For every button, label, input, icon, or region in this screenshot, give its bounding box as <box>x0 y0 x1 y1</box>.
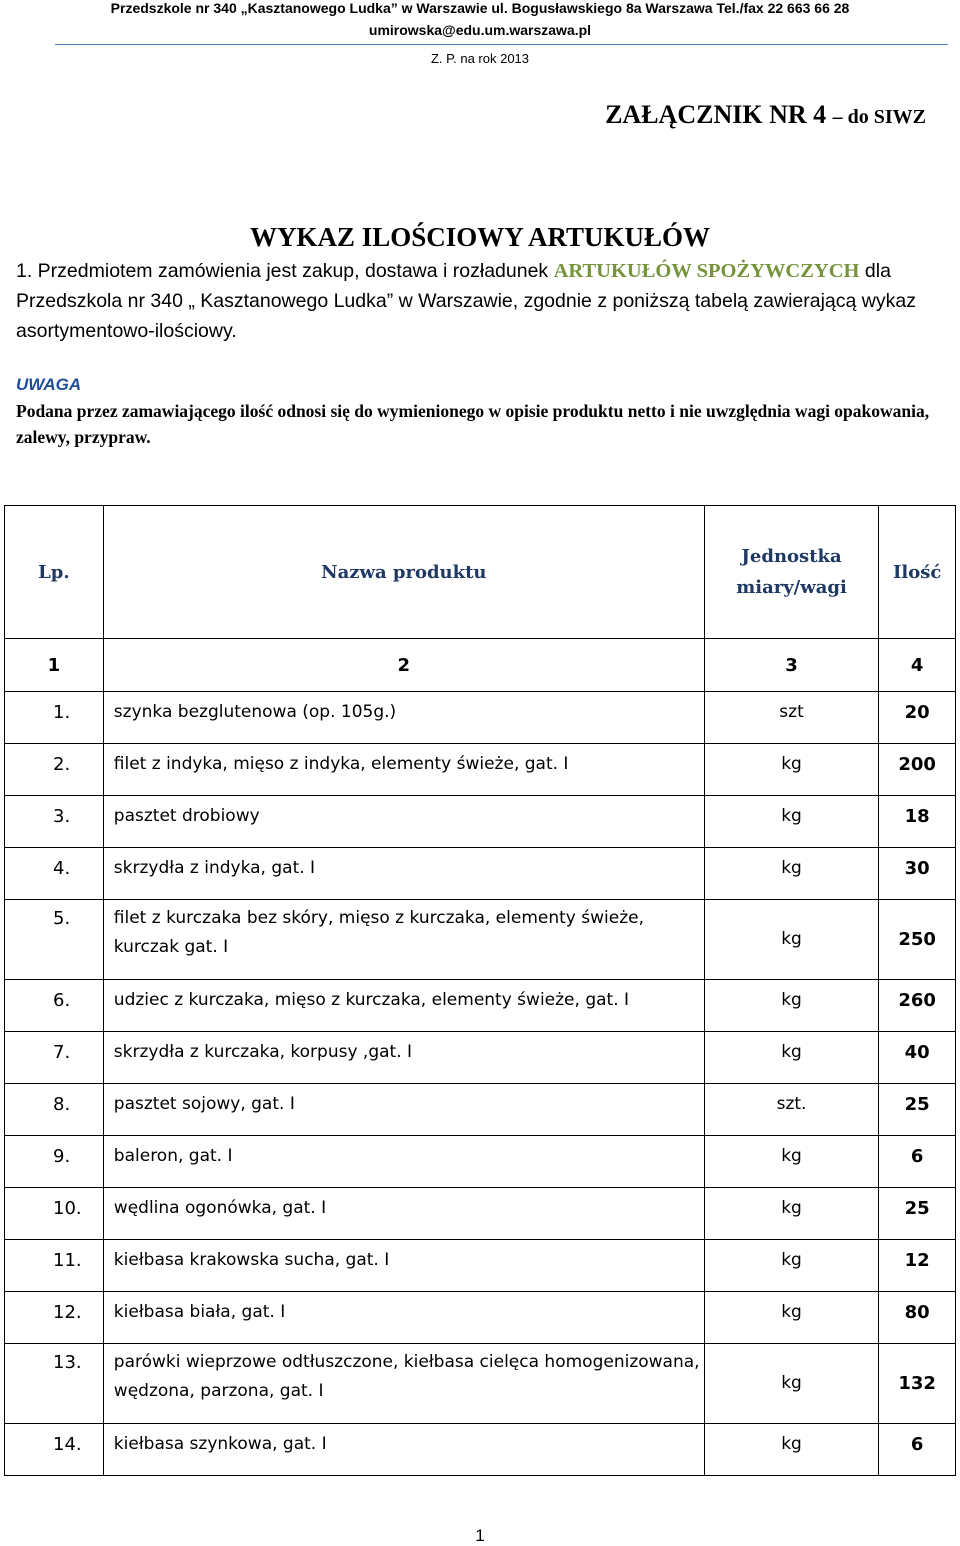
intro-paragraph <box>16 256 946 346</box>
row-quantity: 260 <box>879 980 956 1032</box>
table-row <box>5 1084 956 1136</box>
row-lp: 11. <box>5 1240 104 1292</box>
row-unit: kg <box>704 1424 878 1476</box>
notice-label: UWAGA <box>16 375 82 394</box>
row-product-name: filet z indyka, mięso z indyka, elementy świeże, gat. I <box>103 744 704 796</box>
intro-highlight: ARTUKUŁÓW SPOŻYWCZYCH <box>553 260 860 282</box>
page-number: 1 <box>475 1526 485 1545</box>
column-number: 2 <box>103 639 704 692</box>
row-unit: kg <box>704 744 878 796</box>
row-product-name: skrzydła z indyka, gat. I <box>103 848 704 900</box>
header-unit-line-2: miary/wagi <box>736 577 847 598</box>
table-row <box>5 1344 956 1424</box>
table-row <box>5 1136 956 1188</box>
table-row <box>5 1424 956 1476</box>
document-title: WYKAZ ILOŚCIOWY ARTUKUŁÓW <box>249 222 711 252</box>
row-product-name: skrzydła z kurczaka, korpusy ,gat. I <box>103 1032 704 1084</box>
row-lp: 10. <box>5 1188 104 1240</box>
row-quantity: 80 <box>879 1292 956 1344</box>
row-lp: 4. <box>5 848 104 900</box>
table-row <box>5 848 956 900</box>
table-row <box>5 692 956 744</box>
row-lp: 9. <box>5 1136 104 1188</box>
row-lp: 8. <box>5 1084 104 1136</box>
annex-main: ZAŁĄCZNIK NR 4 <box>605 100 827 129</box>
row-product-name: udziec z kurczaka, mięso z kurczaka, elementy świeże, gat. I <box>103 980 704 1032</box>
header-lp: Lp. <box>5 506 104 639</box>
table-row <box>5 1188 956 1240</box>
row-quantity: 12 <box>879 1240 956 1292</box>
row-lp: 1. <box>5 692 104 744</box>
table-header-row <box>5 506 956 639</box>
annex-title <box>605 100 926 130</box>
row-unit: kg <box>704 1188 878 1240</box>
row-quantity: 20 <box>879 692 956 744</box>
row-lp: 3. <box>5 796 104 848</box>
intro-part-2: dla Przedszkola nr 340 „ Kasztanowego Ludka” w Warszawie, zgodnie z poniższą tabelą zawierającą wykaz asortymentowo-ilościowy. <box>16 260 916 342</box>
row-unit: kg <box>704 1032 878 1084</box>
row-product-name: pasztet sojowy, gat. I <box>103 1084 704 1136</box>
row-unit: kg <box>704 848 878 900</box>
header-divider <box>55 44 948 45</box>
row-lp: 13. <box>5 1344 104 1424</box>
table-row <box>5 1240 956 1292</box>
row-product-name: kiełbasa biała, gat. I <box>103 1292 704 1344</box>
row-lp: 14. <box>5 1424 104 1476</box>
row-quantity: 25 <box>879 1188 956 1240</box>
row-product-name: wędlina ogonówka, gat. I <box>103 1188 704 1240</box>
row-lp: 2. <box>5 744 104 796</box>
table-row <box>5 980 956 1032</box>
row-unit: kg <box>704 980 878 1032</box>
row-unit: kg <box>704 1292 878 1344</box>
row-unit: kg <box>704 796 878 848</box>
row-unit: kg <box>704 1344 878 1424</box>
column-number-row <box>5 639 956 692</box>
row-lp: 6. <box>5 980 104 1032</box>
row-unit: szt <box>704 692 878 744</box>
intro-part-1: 1. Przedmiotem zamówienia jest zakup, dostawa i rozładunek <box>16 260 554 282</box>
header-unit-line-1: Jednostka <box>741 546 842 567</box>
row-quantity: 30 <box>879 848 956 900</box>
row-quantity: 200 <box>879 744 956 796</box>
row-lp: 12. <box>5 1292 104 1344</box>
reference-number: Z. P. na rok 2013 <box>430 51 530 66</box>
table-row <box>5 900 956 980</box>
row-quantity: 18 <box>879 796 956 848</box>
row-unit: szt. <box>704 1084 878 1136</box>
row-lp: 5. <box>5 900 104 980</box>
row-product-name: parówki wieprzowe odtłuszczone, kiełbasa cielęca homogenizowana, wędzona, parzona, gat. I <box>103 1344 704 1424</box>
products-table <box>4 505 956 1476</box>
row-quantity: 6 <box>879 1136 956 1188</box>
row-unit: kg <box>704 1136 878 1188</box>
annex-suffix: – do SIWZ <box>832 106 926 128</box>
row-product-name: filet z kurczaka bez skóry, mięso z kurczaka, elementy świeże, kurczak gat. I <box>103 900 704 980</box>
row-quantity: 132 <box>879 1344 956 1424</box>
table-row <box>5 1032 956 1084</box>
row-product-name: kiełbasa krakowska sucha, gat. I <box>103 1240 704 1292</box>
row-quantity: 40 <box>879 1032 956 1084</box>
notice-text: Podana przez zamawiającego ilość odnosi się do wymienionego w opisie produktu netto i nie uwzględnia wagi opakowania, zalewy, przypraw. <box>16 401 930 447</box>
column-number: 4 <box>879 639 956 692</box>
row-unit: kg <box>704 900 878 980</box>
row-product-name: szynka bezglutenowa (op. 105g.) <box>103 692 704 744</box>
column-number: 3 <box>704 639 878 692</box>
table-row <box>5 796 956 848</box>
letterhead-email: umirowska@edu.um.warszawa.pl <box>368 22 592 38</box>
letterhead-line-1: Przedszkole nr 340 „Kasztanowego Ludka” w Warszawie ul. Bogusławskiego 8a Warszawa Tel./fax 22 663 66 28 <box>110 0 850 16</box>
table-row <box>5 1292 956 1344</box>
header-quantity: Ilość <box>879 506 956 639</box>
table-row <box>5 744 956 796</box>
row-product-name: kiełbasa szynkowa, gat. I <box>103 1424 704 1476</box>
row-lp: 7. <box>5 1032 104 1084</box>
row-quantity: 6 <box>879 1424 956 1476</box>
row-quantity: 250 <box>879 900 956 980</box>
row-product-name: baleron, gat. I <box>103 1136 704 1188</box>
header-unit <box>704 506 878 639</box>
row-product-name: pasztet drobiowy <box>103 796 704 848</box>
column-number: 1 <box>5 639 104 692</box>
row-unit: kg <box>704 1240 878 1292</box>
row-quantity: 25 <box>879 1084 956 1136</box>
header-product-name: Nazwa produktu <box>103 506 704 639</box>
